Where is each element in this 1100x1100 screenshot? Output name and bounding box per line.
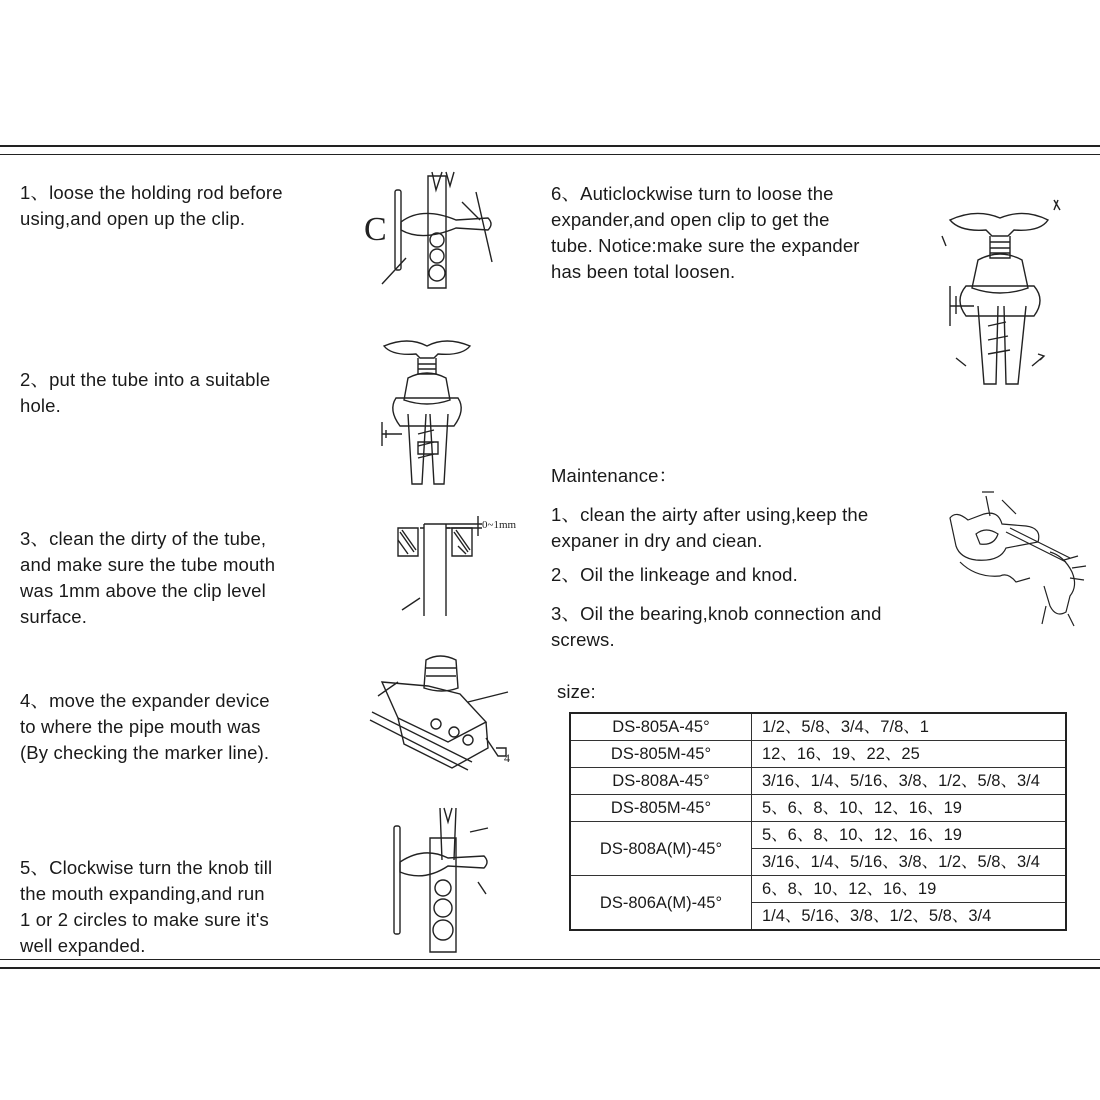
gap-label: 0~1mm <box>482 519 517 531</box>
size-table <box>569 712 1067 931</box>
top-rule-outer <box>0 145 1100 147</box>
table-row <box>570 876 1066 903</box>
sizes-cell: 5、6、8、10、12、16、19 <box>752 822 1067 849</box>
step-1-illustration <box>362 172 502 290</box>
step-2-text: 2、put the tube into a suitable hole. <box>20 369 271 416</box>
sizes-cell: 12、16、19、22、25 <box>752 741 1067 768</box>
bottom-rule-inner <box>0 959 1100 960</box>
top-rule-inner <box>0 154 1100 155</box>
sizes-cell: 1/2、5/8、3/4、7/8、1 <box>752 713 1067 741</box>
model-cell: DS-806A(M)-45° <box>570 876 752 931</box>
maintenance-item-2: 2、Oil the linkeage and knod. <box>551 564 798 585</box>
clip-letter: C <box>364 211 387 248</box>
model-cell: DS-805M-45° <box>570 795 752 822</box>
maintenance-item-3: 3、Oil the bearing,knob connection and screws. <box>551 603 882 650</box>
step-4-illustration <box>368 652 520 778</box>
sizes-cell: 1/4、5/16、3/8、1/2、5/8、3/4 <box>752 903 1067 931</box>
step-5-text: 5、Clockwise turn the knob till the mouth expanding,and run 1 or 2 circles to make sure it's well expanded. <box>20 857 273 956</box>
maintenance-item-1: 1、clean the airty after using,keep the expaner in dry and ciean. <box>551 504 869 551</box>
model-cell: DS-808A-45° <box>570 768 752 795</box>
maintenance-illustration <box>946 486 1098 628</box>
step-6-illustration <box>936 196 1066 404</box>
table-row <box>570 713 1066 741</box>
step-5-illustration <box>384 808 504 956</box>
table-row <box>570 822 1066 849</box>
sizes-cell: 3/16、1/4、5/16、3/8、1/2、5/8、3/4 <box>752 768 1067 795</box>
step-6-text: 6、Auticlockwise turn to loose the expander,and open clip to get the tube. Notice:make sure the expander has been total loosen. <box>551 183 860 282</box>
sizes-cell: 3/16、1/4、5/16、3/8、1/2、5/8、3/4 <box>752 849 1067 876</box>
step-3-illustration <box>394 506 534 618</box>
maintenance-title: Maintenance： <box>551 465 678 486</box>
step-4-text: 4、move the expander device to where the pipe mouth was (By checking the marker line). <box>20 690 270 763</box>
size-label: size: <box>557 681 596 702</box>
sizes-cell: 6、8、10、12、16、19 <box>752 876 1067 903</box>
sizes-cell: 5、6、8、10、12、16、19 <box>752 795 1067 822</box>
table-row <box>570 795 1066 822</box>
step-1-text: 1、loose the holding rod before using,and open up the clip. <box>20 182 283 229</box>
model-cell: DS-805A-45° <box>570 713 752 741</box>
step-3-text: 3、clean the dirty of the tube, and make sure the tube mouth was 1mm above the clip level surface. <box>20 528 276 627</box>
marker-label: 4 <box>504 751 510 765</box>
model-cell: DS-808A(M)-45° <box>570 822 752 876</box>
bottom-rule-outer <box>0 967 1100 969</box>
model-cell: DS-805M-45° <box>570 741 752 768</box>
table-row <box>570 741 1066 768</box>
step-2-illustration <box>378 334 476 496</box>
table-row <box>570 768 1066 795</box>
